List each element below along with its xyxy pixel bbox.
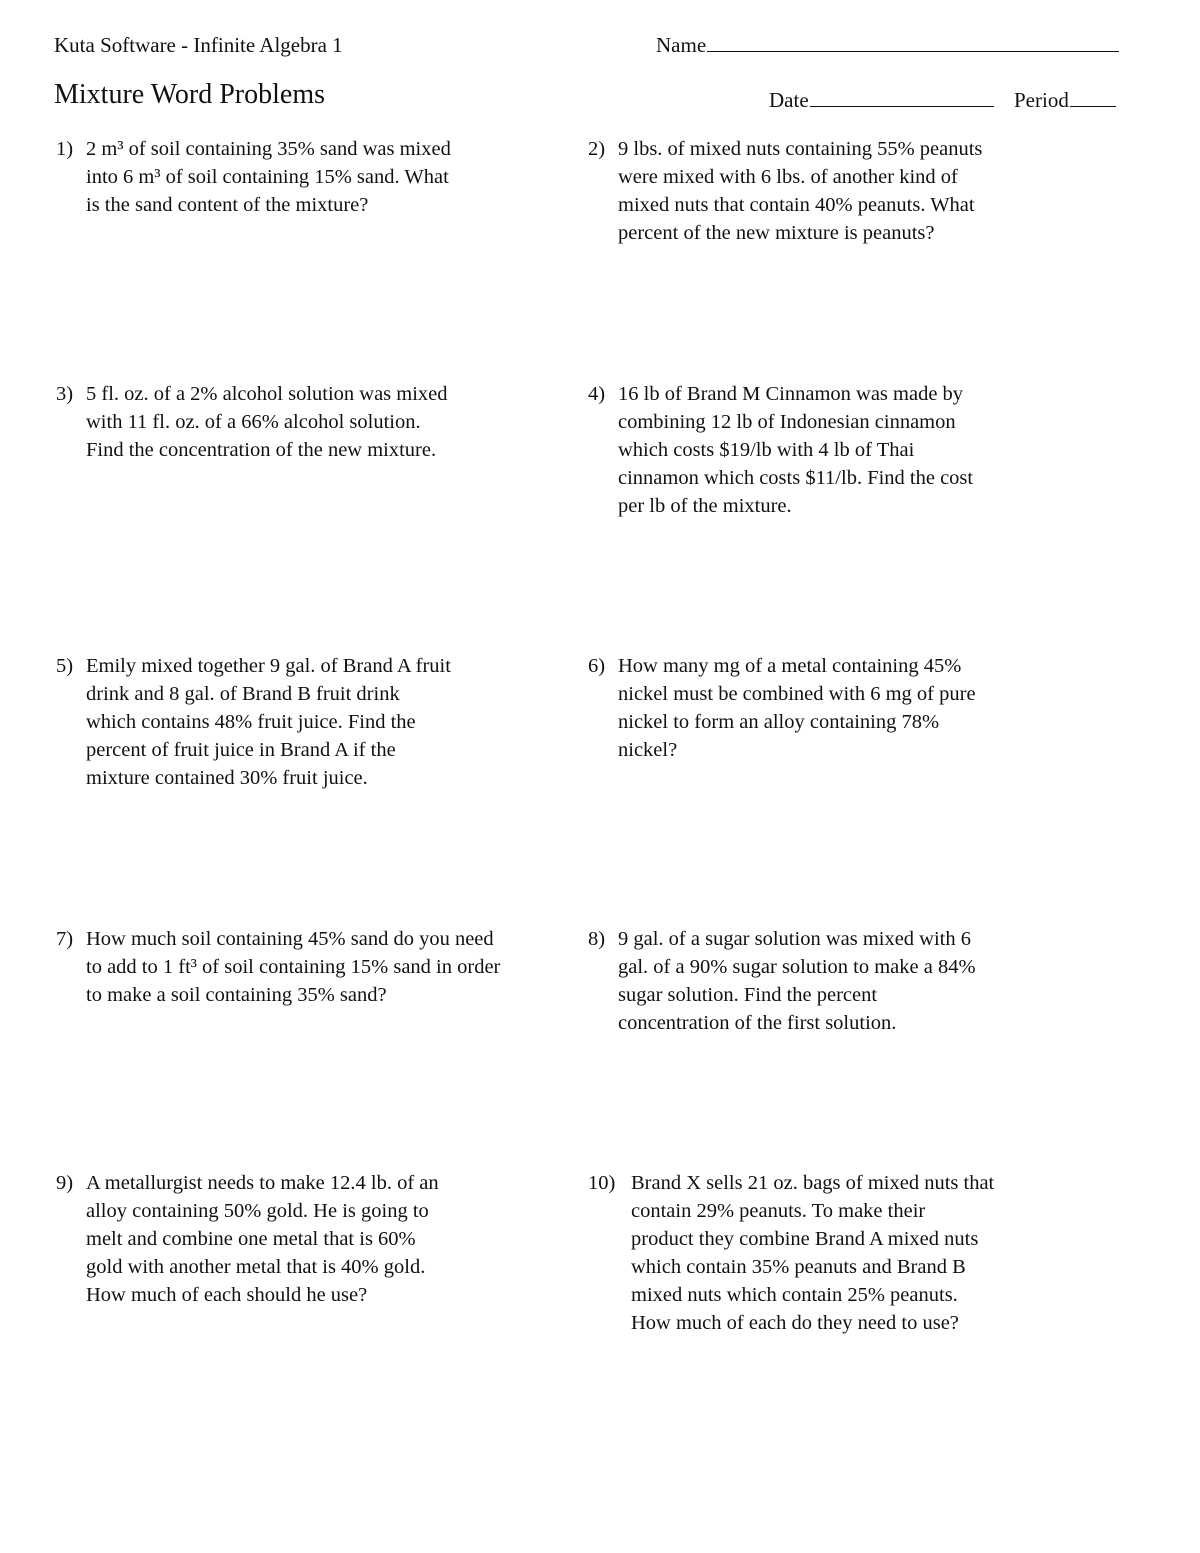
problem-number: 9) (56, 1172, 74, 1194)
problem-number: 10) (588, 1172, 616, 1194)
problem-text: 2 m³ of soil containing 35% sand was mixed into 6 m³ of soil containing 15% sand. What is the sand content of the mixture? (86, 138, 451, 216)
problem-number: 6) (588, 655, 606, 677)
problem-text: Emily mixed together 9 gal. of Brand A fruit drink and 8 gal. of Brand B fruit drink which contains 48% fruit juice. Find the percent of fruit juice in Brand A if the mixture contained 30% fruit juice. (86, 655, 451, 789)
problem-text: How much soil containing 45% sand do you need to add to 1 ft³ of soil containing 15% sand in order to make a soil containing 35% sand? (86, 928, 501, 1006)
problem-text: A metallurgist needs to make 12.4 lb. of an alloy containing 50% gold. He is going to melt and combine one metal that is 60% gold with another metal that is 40% gold. How much of each should he use? (86, 1172, 439, 1306)
date-label: Date (769, 88, 809, 112)
problem-number: 7) (56, 928, 74, 950)
page-title: Mixture Word Problems (54, 79, 325, 110)
worksheet-source: Kuta Software - Infinite Algebra 1 (54, 33, 343, 57)
problem-number: 2) (588, 138, 606, 160)
problem-number: 8) (588, 928, 606, 950)
problem-text: 9 lbs. of mixed nuts containing 55% peanuts were mixed with 6 lbs. of another kind of mixed nuts that contain 40% peanuts. What percent of the new mixture is peanuts? (618, 138, 983, 244)
problem-text: Brand X sells 21 oz. bags of mixed nuts that contain 29% peanuts. To make their product they combine Brand A mixed nuts which contain 35% peanuts and Brand B mixed nuts which contain 25% peanuts. How much of each do they need to use? (631, 1172, 995, 1334)
problem-text: 9 gal. of a sugar solution was mixed with 6 gal. of a 90% sugar solution to make a 84% sugar solution. Find the percent concentration of the first solution. (618, 928, 976, 1034)
problem-text: 5 fl. oz. of a 2% alcohol solution was mixed with 11 fl. oz. of a 66% alcohol solution. Find the concentration of the new mixture. (86, 383, 448, 461)
date-field (769, 88, 994, 113)
name-label: Name (656, 33, 707, 57)
name-blank-line (707, 51, 1119, 52)
period-field (1014, 88, 1116, 113)
problem-number: 1) (56, 138, 74, 160)
problem-text: 16 lb of Brand M Cinnamon was made by combining 12 lb of Indonesian cinnamon which costs $19/lb with 4 lb of Thai cinnamon which costs $11/lb. Find the cost per lb of the mixture. (618, 383, 974, 517)
period-blank-line (1070, 106, 1116, 107)
problem-number: 5) (56, 655, 74, 677)
problem-number: 4) (588, 383, 606, 405)
name-field (656, 33, 1119, 58)
problem-text: How many mg of a metal containing 45% nickel must be combined with 6 mg of pure nickel to form an alloy containing 78% nickel? (618, 655, 976, 761)
date-blank-line (810, 106, 994, 107)
problem-number: 3) (56, 383, 74, 405)
period-label: Period (1014, 88, 1069, 112)
